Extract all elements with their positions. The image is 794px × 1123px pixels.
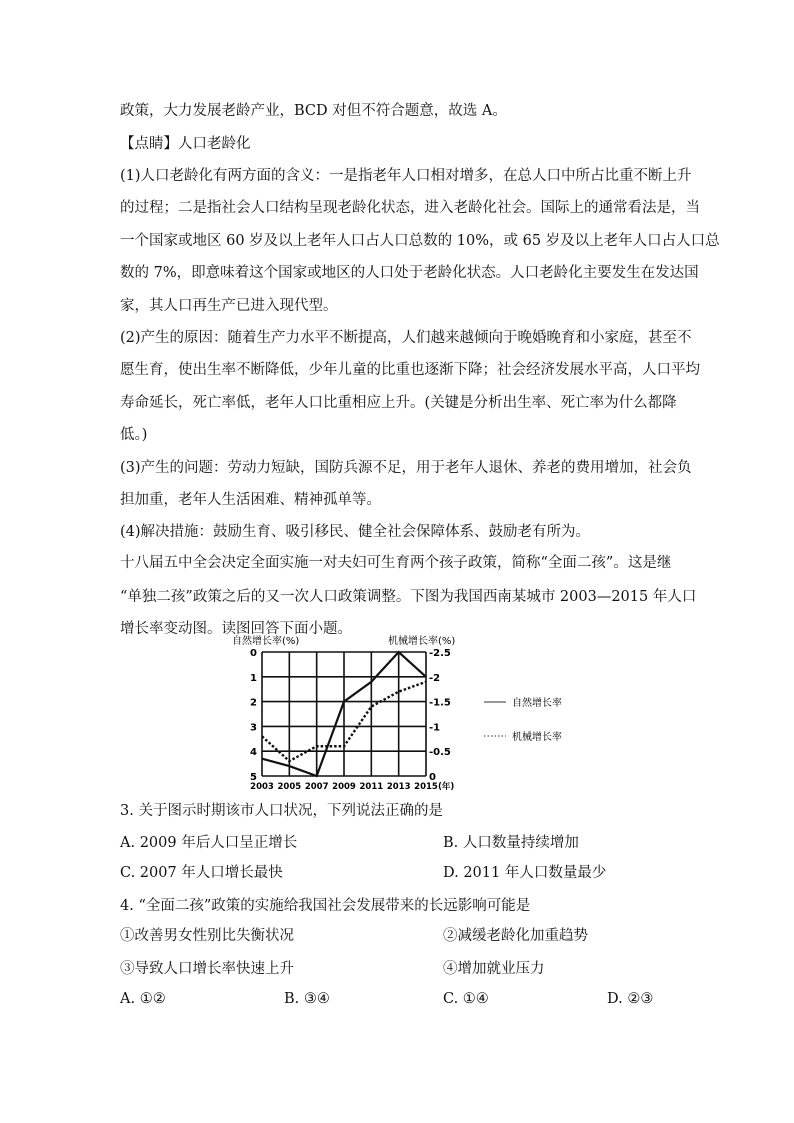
x-axis-tick: 2013 — [386, 782, 411, 792]
population-growth-chart — [222, 630, 582, 805]
x-axis-tick: 2003 — [250, 782, 274, 792]
left-axis-label: 自然增长率(%) — [232, 636, 300, 647]
left-axis-tick: 1 — [250, 672, 257, 684]
text-line: “单独二孩”政策之后的又一次人口政策调整。下图为我国西南某城市 2003—2015 年人口 — [120, 589, 697, 605]
q4-option-c: C. ①④ — [443, 991, 489, 1007]
x-axis-unit: (年) — [438, 782, 455, 792]
text-line: (1)人口老龄化有两方面的含义：一是指老年人口相对增多，在总人口中所占比重不断上升 — [120, 168, 692, 184]
q3-stem: 3. 关于图示时期该市人口状况，下列说法正确的是 — [120, 803, 443, 819]
q4-statement-2: ②减缓老龄化加重趋势 — [443, 928, 588, 944]
right-axis-tick: 0 — [429, 772, 436, 783]
q4-option-a: A. ①② — [120, 991, 166, 1007]
text-line: 低。) — [120, 427, 148, 443]
q3-option-a: A. 2009 年后人口呈正增长 — [120, 835, 298, 851]
text-line: 的过程；二是指社会人口结构呈现老龄化状态，进入老龄化社会。国际上的通常看法是，当 — [120, 200, 700, 216]
text-line: (4)解决措施：鼓励生育、吸引移民、健全社会保障体系、鼓励老有所为。 — [120, 524, 591, 540]
text-line: 增长率变动图。读图回答下面小题。 — [120, 621, 352, 637]
left-axis-tick: 2 — [250, 697, 257, 709]
text-line: (3)产生的问题：劳动力短缺，国防兵源不足，用于老年人退休、养老的费用增加，社会负 — [120, 460, 692, 476]
text-line: 寿命延长，死亡率低，老年人口比重相应上升。(关键是分析出生率、死亡率为什么都降 — [120, 395, 677, 411]
legend-label: 机械增长率 — [512, 732, 562, 743]
right-axis-tick: -1 — [429, 722, 441, 734]
x-axis-tick: 2007 — [304, 782, 329, 792]
text-line: 【点睛】人口老龄化 — [120, 136, 251, 152]
legend-label: 自然增长率 — [512, 698, 562, 709]
text-line: 家，其人口再生产已进入现代型。 — [120, 298, 338, 314]
q3-option-d: D. 2011 年人口数量最少 — [443, 865, 607, 881]
x-axis-tick: 2015 — [414, 782, 438, 792]
text-line: 担加重，老年人生活困难、精神孤单等。 — [120, 492, 381, 508]
left-axis-tick: 5 — [250, 772, 257, 783]
x-axis-tick: 2011 — [359, 782, 384, 792]
q4-statement-3: ③导致人口增长率快速上升 — [120, 961, 294, 977]
left-axis-tick: 4 — [250, 747, 257, 759]
q3-option-c: C. 2007 年人口增长最快 — [120, 865, 283, 881]
x-axis-tick: 2009 — [332, 782, 356, 792]
text-line: 一个国家或地区 60 岁及以上老年人口占人口总数的 10%，或 65 岁及以上老年人口占人口总 — [120, 233, 720, 249]
q3-option-b: B. 人口数量持续增加 — [443, 835, 579, 851]
x-axis-tick: 2005 — [277, 782, 302, 792]
right-axis-tick: -2.5 — [429, 648, 451, 659]
q4-option-d: D. ②③ — [607, 991, 654, 1007]
right-axis-tick: -1.5 — [429, 697, 451, 709]
text-line: (2)产生的原因：随着生产力水平不断提高，人们越来越倾向于晚婚晚育和小家庭，甚至不 — [120, 330, 692, 346]
q4-option-b: B. ③④ — [284, 991, 330, 1007]
q4-statement-4: ④增加就业压力 — [443, 961, 545, 977]
text-line: 数的 7%，即意味着这个国家或地区的人口处于老龄化状态。人口老龄化主要发生在发达国 — [120, 265, 699, 281]
right-axis-tick: -0.5 — [429, 747, 451, 759]
right-axis-label: 机械增长率(%) — [388, 636, 456, 647]
left-axis-tick: 3 — [250, 722, 257, 734]
text-line: 政策，大力发展老龄产业，BCD 对但不符合题意，故选 A。 — [120, 103, 507, 119]
text-line: 十八届五中全会决定全面实施一对夫妇可生育两个孩子政策，简称“全面二孩”。这是继 — [120, 555, 672, 571]
q4-stem: 4. “全面二孩”政策的实施给我国社会发展带来的长远影响可能是 — [120, 898, 531, 914]
text-line: 愿生育，使出生率不断降低，少年儿童的比重也逐渐下降；社会经济发展水平高，人口平均 — [120, 362, 700, 378]
right-axis-tick: -2 — [429, 672, 441, 684]
q4-statement-1: ①改善男女性别比失衡状况 — [120, 928, 294, 944]
left-axis-tick: 0 — [250, 648, 257, 659]
